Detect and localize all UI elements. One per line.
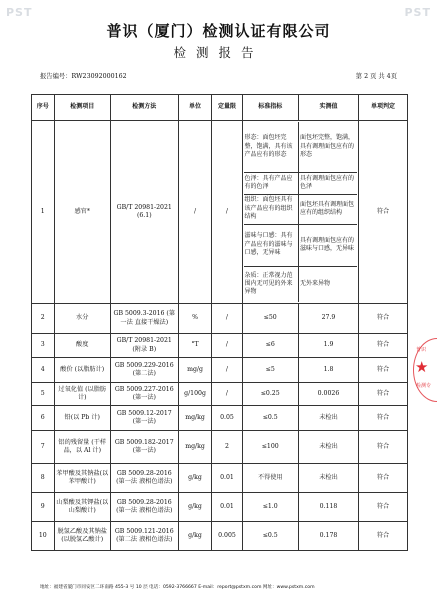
cell-loq: / (212, 383, 242, 406)
header-method: 检测方法 (110, 95, 178, 121)
header-loq: 定量限 (212, 95, 242, 121)
cell-method: GB/T 20981-2021 (6.1) (110, 121, 178, 304)
cell-no: 8 (32, 464, 55, 493)
cell-method: GB 5009.121-2016 (第二法 液相色谱法) (110, 522, 178, 551)
sensory-subrow (244, 172, 358, 194)
table-row (32, 464, 408, 493)
cell-loq: 0.01 (212, 464, 242, 493)
cell-item: 水分 (54, 304, 110, 334)
sensory-subrow (244, 194, 358, 224)
cell-loq: / (212, 304, 242, 334)
cell-unit: g/100g (178, 383, 212, 406)
star-icon: ★ (415, 358, 429, 376)
table-row (32, 431, 408, 464)
cell-measured: 0.178 (298, 522, 358, 551)
cell-item: 脱氢乙酸及其钠盐 (以脱氢乙酸计) (54, 522, 110, 551)
official-seal-stamp (413, 338, 437, 402)
header-no: 序号 (32, 95, 55, 121)
cell-loq: 0.005 (212, 522, 242, 551)
sensory-subrow (244, 122, 358, 172)
cell-standard: ≤6 (242, 334, 298, 358)
cell-no: 1 (32, 121, 55, 304)
table-row (32, 406, 408, 431)
sensory-subtable (244, 122, 358, 302)
cell-unit: g/kg (178, 493, 212, 522)
table-row (32, 304, 408, 334)
cell-item: 酸价 (以脂肪计) (54, 358, 110, 383)
header-unit: 单位 (178, 95, 212, 121)
header-item: 检测项目 (54, 95, 110, 121)
cell-loq: 0.01 (212, 493, 242, 522)
cell-unit: mg/kg (178, 431, 212, 464)
cell-judgement: 符合 (359, 121, 408, 304)
cell-judgement: 符合 (359, 522, 408, 551)
cell-item: 酸度 (54, 334, 110, 358)
table-row (32, 493, 408, 522)
cell-judgement: 符合 (359, 406, 408, 431)
seal-text-bottom: 检测专 (416, 383, 432, 389)
logo-left: PST (6, 6, 33, 19)
cell-no: 4 (32, 358, 55, 383)
cell-unit: mg/g (178, 358, 212, 383)
table-row-sensory (32, 121, 408, 304)
cell-judgement: 符合 (359, 334, 408, 358)
results-table (31, 94, 408, 551)
cell-judgement: 符合 (359, 304, 408, 334)
cell-item: 过氧化值 (以脂肪计) (54, 383, 110, 406)
sensory-standard: 滋味与口感：具有产品应有的滋味与口感，无异味 (244, 224, 299, 266)
table-row (32, 522, 408, 551)
report-number: 报告编号：RW23092000162 (40, 73, 127, 80)
cell-standard: 不得使用 (242, 464, 298, 493)
cell-judgement: 符合 (359, 493, 408, 522)
cell-measured: 未检出 (298, 431, 358, 464)
sensory-subrow (244, 266, 358, 302)
cell-no: 2 (32, 304, 55, 334)
cell-method: GB 5009.28-2016 (第一法 液相色谱法) (110, 464, 178, 493)
cell-method: GB 5009.182-2017 (第一法) (110, 431, 178, 464)
logo-right: PST (404, 6, 431, 19)
cell-judgement: 符合 (359, 358, 408, 383)
cell-item: 感官* (54, 121, 110, 304)
cell-no: 6 (32, 406, 55, 431)
report-title: 检测报告 (173, 45, 264, 60)
cell-unit: g/kg (178, 464, 212, 493)
cell-unit: g/kg (178, 522, 212, 551)
sensory-standard: 组织：面包坯具有该产品应有的组织结构 (244, 194, 299, 224)
sensory-subrow (244, 224, 358, 266)
header-measured: 实测值 (298, 95, 358, 121)
cell-method: GB 5009.28-2016 (第一法 液相色谱法) (110, 493, 178, 522)
cell-standard: ≤50 (242, 304, 298, 334)
sensory-subtable-cell (242, 121, 359, 304)
table-row (32, 358, 408, 383)
cell-item: 铝的残留量 (干样品，以 Al 计) (54, 431, 110, 464)
header-standard: 标准指标 (242, 95, 298, 121)
cell-unit: / (178, 121, 212, 304)
table-header-row (32, 95, 408, 121)
cell-item: 苯甲酸及其钠盐(以苯甲酸计) (54, 464, 110, 493)
cell-measured: 1.8 (298, 358, 358, 383)
company-name: 普识（厦门）检测认证有限公司 (106, 22, 331, 40)
cell-standard: ≤100 (242, 431, 298, 464)
cell-loq: 0.05 (212, 406, 242, 431)
cell-no: 3 (32, 334, 55, 358)
cell-unit: mg/kg (178, 406, 212, 431)
cell-judgement: 符合 (359, 383, 408, 406)
cell-standard: ≤5 (242, 358, 298, 383)
cell-measured: 0.118 (298, 493, 358, 522)
cell-judgement: 符合 (359, 431, 408, 464)
sensory-measured: 具有调理面包应有的滋味与口感，无异味 (298, 224, 357, 266)
cell-loq: 2 (212, 431, 242, 464)
footer-contact: 地址：福建省厦门市同安区二环南路 455-3 号 10 层 电话：0592-3766667 E-mail：report@pstxm.com 网址：www.pstxm.com (40, 585, 315, 590)
cell-measured: 1.9 (298, 334, 358, 358)
cell-method: GB 5009.12-2017 (第一法) (110, 406, 178, 431)
cell-standard: ≤0.5 (242, 406, 298, 431)
seal-text-top: 普识 (416, 347, 427, 353)
cell-loq: / (212, 358, 242, 383)
cell-method: GB 5009.227-2016 (第一法) (110, 383, 178, 406)
cell-item: 山梨酸及其钾盐(以山梨酸计) (54, 493, 110, 522)
sensory-measured: 无外来异物 (299, 280, 330, 288)
sensory-standard: 色泽：具有产品应有的色泽 (244, 172, 299, 194)
cell-standard: ≤0.25 (242, 383, 298, 406)
cell-no: 9 (32, 493, 55, 522)
cell-method: GB 5009.3-2016 (第一法 直接干燥法) (110, 304, 178, 334)
cell-measured: 0.0026 (298, 383, 358, 406)
cell-standard: ≤0.5 (242, 522, 298, 551)
header-judgement: 单项判定 (359, 95, 408, 121)
cell-unit: % (178, 304, 212, 334)
cell-no: 7 (32, 431, 55, 464)
cell-method: GB 5009.229-2016 (第二法) (110, 358, 178, 383)
cell-loq: / (212, 121, 242, 304)
table-row (32, 383, 408, 406)
cell-judgement: 符合 (359, 464, 408, 493)
cell-measured: 未检出 (298, 406, 358, 431)
sensory-measured: 面包坯完整，饱满，具有调理面包应有的形态 (298, 122, 357, 172)
cell-unit: °T (178, 334, 212, 358)
cell-measured: 未检出 (298, 464, 358, 493)
cell-method: GB/T 20981-2021 (附录 B) (110, 334, 178, 358)
cell-no: 10 (32, 522, 55, 551)
cell-loq: / (212, 334, 242, 358)
cell-measured: 27.9 (298, 304, 358, 334)
cell-standard: ≤1.0 (242, 493, 298, 522)
cell-item: 铅(以 Pb 计) (54, 406, 110, 431)
table-row (32, 334, 408, 358)
cell-no: 5 (32, 383, 55, 406)
page-indicator: 第 2 页 共 4页 (355, 73, 397, 80)
sensory-measured: 具有调理面包应有的色泽 (298, 172, 357, 194)
sensory-standard: 形态：面包坯完整，饱满，具有该产品应有的形态 (244, 122, 299, 172)
sensory-measured: 面包坯具有调理面包应有的组织结构 (298, 194, 357, 224)
sensory-standard: 杂质：正常视力范围内无可见的外来异物 (244, 266, 299, 302)
